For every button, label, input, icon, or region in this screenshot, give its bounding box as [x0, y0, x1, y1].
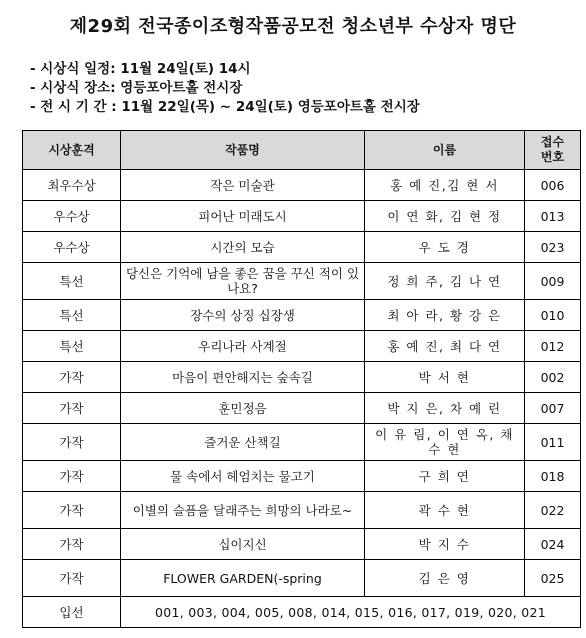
- name-cell: 곽 수 현: [365, 492, 525, 529]
- name-cell: 박 지 은, 차 예 린: [365, 393, 525, 424]
- number-cell: 011: [525, 424, 581, 461]
- header-number: 접수 번호: [525, 131, 581, 170]
- awards-table: [22, 130, 581, 628]
- award-cell: 특선: [23, 263, 121, 300]
- award-cell: 가작: [23, 492, 121, 529]
- honorable-mention-row: [23, 597, 581, 628]
- work-title-cell: 장수의 상징 십장생: [121, 300, 365, 331]
- number-cell: 023: [525, 232, 581, 263]
- award-cell: 가작: [23, 560, 121, 597]
- work-title-cell: 시간의 모습: [121, 232, 365, 263]
- table-row: [23, 393, 581, 424]
- number-cell: 013: [525, 201, 581, 232]
- award-cell: 입선: [23, 597, 121, 628]
- table-row: [23, 424, 581, 461]
- work-title-cell: 마음이 편안해지는 숲속길: [121, 362, 365, 393]
- table-row: [23, 263, 581, 300]
- header-award: 시상훈격: [23, 131, 121, 170]
- award-cell: 가작: [23, 393, 121, 424]
- award-cell: 특선: [23, 300, 121, 331]
- name-cell: 홍 예 진, 최 다 연: [365, 331, 525, 362]
- table-row: [23, 300, 581, 331]
- name-cell: 정 희 주, 김 나 연: [365, 263, 525, 300]
- number-cell: 007: [525, 393, 581, 424]
- work-title-cell: 즐거운 산책길: [121, 424, 365, 461]
- work-title-cell: FLOWER GARDEN(-spring: [121, 560, 365, 597]
- work-title-cell: 당신은 기억에 남을 좋은 꿈을 꾸신 적이 있나요?: [121, 263, 365, 300]
- number-cell: 024: [525, 529, 581, 560]
- name-cell: 이 연 화, 김 현 정: [365, 201, 525, 232]
- number-cell: 012: [525, 331, 581, 362]
- number-cell: 002: [525, 362, 581, 393]
- name-cell: 이 유 림, 이 연 옥, 채 수 현: [365, 424, 525, 461]
- number-cell: 018: [525, 461, 581, 492]
- award-cell: 특선: [23, 331, 121, 362]
- name-cell: 최 아 라, 황 강 은: [365, 300, 525, 331]
- name-cell: 박 서 현: [365, 362, 525, 393]
- number-cell: 006: [525, 170, 581, 201]
- exhibition-period: - 전 시 기 간 : 11월 22일(목) ~ 24일(토) 영등포아트홀 전시장: [30, 99, 420, 115]
- award-cell: 가작: [23, 461, 121, 492]
- work-title-cell: 우리나라 사계절: [121, 331, 365, 362]
- ceremony-venue: - 시상식 장소: 영등포아트홀 전시장: [30, 80, 243, 96]
- award-cell: 우수상: [23, 232, 121, 263]
- table-row: [23, 560, 581, 597]
- work-title-cell: 이별의 슬픔을 달래주는 희망의 나라로~: [121, 492, 365, 529]
- table-row: [23, 492, 581, 529]
- name-cell: 김 은 영: [365, 560, 525, 597]
- award-cell: 가작: [23, 424, 121, 461]
- table-row: [23, 529, 581, 560]
- award-cell: 우수상: [23, 201, 121, 232]
- number-cell: 022: [525, 492, 581, 529]
- name-cell: 구 희 연: [365, 461, 525, 492]
- work-title-cell: 십이지신: [121, 529, 365, 560]
- table-row: [23, 232, 581, 263]
- event-info: [30, 60, 420, 117]
- work-title-cell: 물 속에서 헤엄치는 물고기: [121, 461, 365, 492]
- number-cell: 009: [525, 263, 581, 300]
- work-title-cell: 훈민정음: [121, 393, 365, 424]
- table-row: [23, 170, 581, 201]
- header-work: 작품명: [121, 131, 365, 170]
- table-row: [23, 362, 581, 393]
- table-header-row: [23, 131, 581, 170]
- table-row: [23, 201, 581, 232]
- page-title: 제29회 전국종이조형작품공모전 청소년부 수상자 명단: [69, 16, 517, 37]
- honorable-mention-numbers: 001, 003, 004, 005, 008, 014, 015, 016, 017, 019, 020, 021: [121, 597, 581, 628]
- table-row: [23, 461, 581, 492]
- number-cell: 025: [525, 560, 581, 597]
- name-cell: 박 지 수: [365, 529, 525, 560]
- award-cell: 가작: [23, 362, 121, 393]
- work-title-cell: 피어난 미래도시: [121, 201, 365, 232]
- work-title-cell: 작은 미술관: [121, 170, 365, 201]
- name-cell: 우 도 경: [365, 232, 525, 263]
- ceremony-date: - 시상식 일정: 11월 24일(토) 14시: [30, 61, 251, 77]
- name-cell: 홍 예 진,김 현 서: [365, 170, 525, 201]
- award-cell: 최우수상: [23, 170, 121, 201]
- award-cell: 가작: [23, 529, 121, 560]
- table-row: [23, 331, 581, 362]
- header-name: 이름: [365, 131, 525, 170]
- number-cell: 010: [525, 300, 581, 331]
